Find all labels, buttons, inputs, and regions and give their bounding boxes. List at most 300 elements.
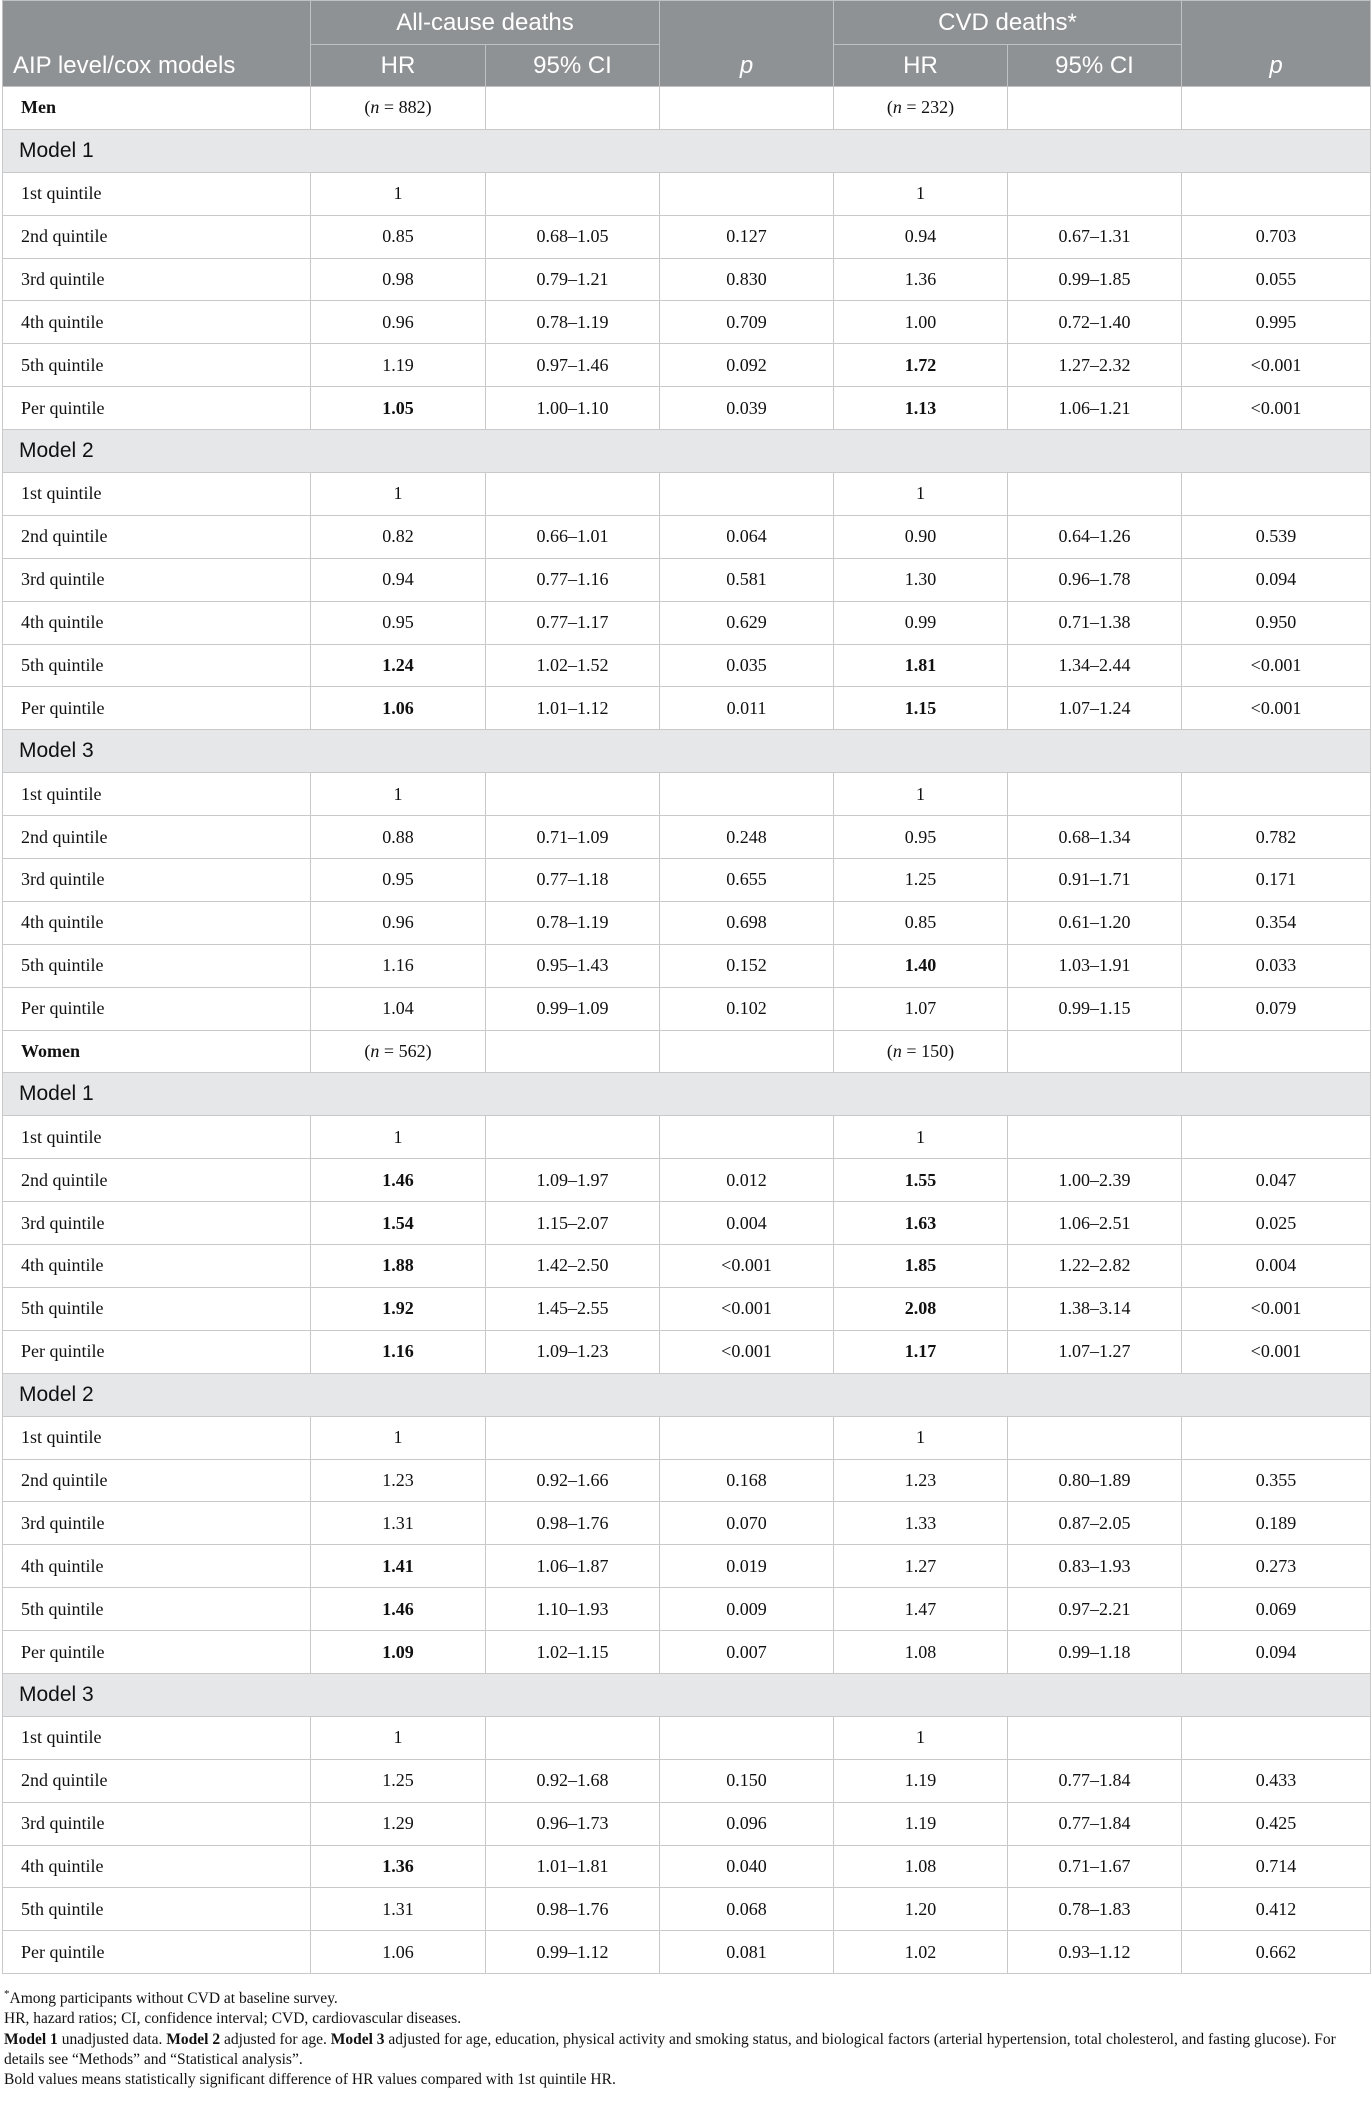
cell-ci1: 0.78–1.19 [486,301,660,344]
ci-header-1: 95% CI [486,45,660,87]
cell-p1: 0.092 [660,344,834,387]
cell-hr2: 1.00 [834,301,1008,344]
cell-ci1: 1.01–1.12 [486,687,660,730]
cell-ci1 [486,1116,660,1159]
cell-p1 [660,1116,834,1159]
cell-hr2: 1 [834,1416,1008,1459]
footnote-models: Model 1 unadjusted data. Model 2 adjusted for age. Model 3 adjusted for age, education, physical activity and smoking status, and biological factors (arterial hypertension, total cholesterol, and fasting glucose). For details see “Methods” and “Statistical analysis”. [4,2030,1336,2068]
cell-hr1: 1.54 [311,1202,486,1245]
cell-label: 2nd quintile [3,1159,311,1202]
cell-hr1: 1.16 [311,1330,486,1373]
cell-label: 3rd quintile [3,558,311,601]
cell-hr1: 1 [311,1716,486,1759]
table-row [3,1588,1371,1631]
cell-ci2: 1.07–1.27 [1008,1330,1182,1373]
cell-label: 1st quintile [3,1716,311,1759]
cell-hr2: 1.55 [834,1159,1008,1202]
cell-p1 [660,473,834,516]
cell-p1: 0.081 [660,1931,834,1974]
cell-p1: 0.070 [660,1502,834,1545]
cell-ci1 [486,773,660,816]
table-row [3,258,1371,301]
row-label-header: AIP level/cox models [3,1,311,87]
cell-p2 [1182,172,1371,215]
model-row [3,430,1371,473]
cell-hr1: 1 [311,473,486,516]
cell-label: 1st quintile [3,473,311,516]
cell-hr2: 1.23 [834,1459,1008,1502]
cell-ci2 [1008,172,1182,215]
table-row [3,344,1371,387]
cell-label: Per quintile [3,1330,311,1373]
cell-hr2: 1 [834,1716,1008,1759]
cell-ci2: 0.83–1.93 [1008,1545,1182,1588]
cell-ci2 [1008,1116,1182,1159]
table-row [3,687,1371,730]
cell-p2: 0.047 [1182,1159,1371,1202]
cell-ci2: 1.06–2.51 [1008,1202,1182,1245]
table-row [3,215,1371,258]
cell-hr1: 0.85 [311,215,486,258]
model-row [3,1373,1371,1416]
cell-p2: 0.539 [1182,515,1371,558]
cell-hr2: 0.95 [834,816,1008,859]
cell-p1: 0.629 [660,601,834,644]
table-row [3,1631,1371,1674]
table-row [3,773,1371,816]
cell-ci1: 0.68–1.05 [486,215,660,258]
cell-hr1: 1.88 [311,1245,486,1288]
cell-ci2 [1008,773,1182,816]
cell-p2: 0.433 [1182,1759,1371,1802]
footnote-abbrev: HR, hazard ratios; CI, confidence interval; CVD, cardiovascular diseases. [4,2010,462,2028]
cell-hr2: 1.25 [834,859,1008,902]
cell-ci1: 1.09–1.97 [486,1159,660,1202]
cell-ci2: 0.68–1.34 [1008,816,1182,859]
cell-hr2: 1 [834,473,1008,516]
cell-ci2: 0.87–2.05 [1008,1502,1182,1545]
cell-p2: 0.412 [1182,1888,1371,1931]
cell-ci1: 0.98–1.76 [486,1888,660,1931]
cell-p1: <0.001 [660,1330,834,1373]
cell-label: Per quintile [3,1631,311,1674]
cell-label: 3rd quintile [3,859,311,902]
cell-p2: <0.001 [1182,1330,1371,1373]
cell-hr2: 1.30 [834,558,1008,601]
cell-ci1: 0.97–1.46 [486,344,660,387]
cell-p2: 0.094 [1182,558,1371,601]
hr-header-1: HR [311,45,486,87]
model-label: Model 1 [3,129,1371,172]
cell-p2: 0.355 [1182,1459,1371,1502]
table-row [3,301,1371,344]
cell-ci2: 1.34–2.44 [1008,644,1182,687]
cell-ci1: 0.66–1.01 [486,515,660,558]
group-row [3,1030,1371,1073]
cell-hr1: 1.06 [311,687,486,730]
cell-label: 4th quintile [3,901,311,944]
cell-hr2: 1.33 [834,1502,1008,1545]
cell-p2: 0.069 [1182,1588,1371,1631]
table-row [3,816,1371,859]
cell-ci1: 1.09–1.23 [486,1330,660,1373]
table-row [3,1716,1371,1759]
cell-p2: <0.001 [1182,687,1371,730]
cell-hr2: 1.85 [834,1245,1008,1288]
table-row [3,1845,1371,1888]
cell-hr1: 1.25 [311,1759,486,1802]
cell-p2: 0.025 [1182,1202,1371,1245]
cell-hr2: 1.13 [834,387,1008,430]
cell-p2 [1182,1716,1371,1759]
cell-p1: 0.040 [660,1845,834,1888]
cell-label: Per quintile [3,987,311,1030]
cell-ci1: 1.02–1.52 [486,644,660,687]
cell-ci2: 0.93–1.12 [1008,1931,1182,1974]
cell-label: Men [3,87,311,130]
cell-hr1: 1.29 [311,1802,486,1845]
cell-label: 5th quintile [3,344,311,387]
cell-hr2: 1.02 [834,1931,1008,1974]
table-row [3,644,1371,687]
table-row [3,1888,1371,1931]
cell-ci2: 0.77–1.84 [1008,1759,1182,1802]
cell-ci2: 0.71–1.38 [1008,601,1182,644]
cell-ci2: 0.99–1.18 [1008,1631,1182,1674]
cell-ci2: 0.97–2.21 [1008,1588,1182,1631]
cell-label: Women [3,1030,311,1073]
cell-ci2: 0.72–1.40 [1008,301,1182,344]
cell-hr2: 1.19 [834,1759,1008,1802]
cell-p1: 0.152 [660,944,834,987]
table-row [3,1202,1371,1245]
cell-ci1: 0.77–1.18 [486,859,660,902]
cell-hr1: 1 [311,172,486,215]
model-label: Model 2 [3,1373,1371,1416]
cell-hr1: 1.06 [311,1931,486,1974]
cell-p2: 0.782 [1182,816,1371,859]
cell-hr1: 1.24 [311,644,486,687]
model-label: Model 3 [3,730,1371,773]
ci-header-2: 95% CI [1008,45,1182,87]
table-row [3,1459,1371,1502]
cell-hr2: 0.90 [834,515,1008,558]
table-row [3,515,1371,558]
table-row [3,1116,1371,1159]
table-row [3,944,1371,987]
cell-label: 3rd quintile [3,1202,311,1245]
cell-hr1: 0.94 [311,558,486,601]
table-footnotes [2,1984,1370,2090]
cell-p2 [1182,773,1371,816]
cell-ci1: 0.99–1.09 [486,987,660,1030]
table-row [3,1802,1371,1845]
cell-hr1: 1 [311,773,486,816]
cell-hr2: 1.08 [834,1845,1008,1888]
cell-p1: 0.068 [660,1888,834,1931]
cell-ci1: 0.98–1.76 [486,1502,660,1545]
cell-label: 4th quintile [3,1545,311,1588]
table-row [3,172,1371,215]
cell-label: Per quintile [3,687,311,730]
cell-ci1: 0.71–1.09 [486,816,660,859]
cell-hr1: 1.46 [311,1159,486,1202]
cell-hr2: 1.20 [834,1888,1008,1931]
cell-p2: 0.033 [1182,944,1371,987]
cell-n1: (n = 562) [311,1030,486,1073]
table-row [3,1245,1371,1288]
cell-ci1: 1.42–2.50 [486,1245,660,1288]
cell-p2: 0.662 [1182,1931,1371,1974]
model-label: Model 3 [3,1673,1371,1716]
cell-label: 1st quintile [3,1116,311,1159]
cell-label: 4th quintile [3,1845,311,1888]
cell-ci2: 0.78–1.83 [1008,1888,1182,1931]
cell-p2: 0.950 [1182,601,1371,644]
cell-label: 2nd quintile [3,1759,311,1802]
cell-ci1: 1.10–1.93 [486,1588,660,1631]
cell-ci1: 0.96–1.73 [486,1802,660,1845]
cell-p2: 0.995 [1182,301,1371,344]
cell-p1: 0.127 [660,215,834,258]
table-body [3,87,1371,1974]
cell-hr1: 1.41 [311,1545,486,1588]
cell-p2: 0.055 [1182,258,1371,301]
cell-hr1: 1 [311,1116,486,1159]
cell-p2: 0.079 [1182,987,1371,1030]
cell-hr2: 1.07 [834,987,1008,1030]
cell-hr2: 1.63 [834,1202,1008,1245]
model-label: Model 1 [3,1073,1371,1116]
cell-p1: 0.248 [660,816,834,859]
table-row [3,387,1371,430]
footnote-bold: Bold values means statistically significant difference of HR values compared with 1st quintile HR. [4,2070,616,2088]
cell-p2: <0.001 [1182,644,1371,687]
cell-hr2: 1.15 [834,687,1008,730]
cell-label: 3rd quintile [3,258,311,301]
cell-p2: 0.171 [1182,859,1371,902]
cell-hr1: 0.96 [311,301,486,344]
cell-label: Per quintile [3,1931,311,1974]
cell-hr1: 1.09 [311,1631,486,1674]
cell-ci1: 0.92–1.66 [486,1459,660,1502]
cell-label: 1st quintile [3,773,311,816]
table-row [3,987,1371,1030]
table-row [3,1545,1371,1588]
cell-p1: 0.150 [660,1759,834,1802]
cell-ci1: 0.79–1.21 [486,258,660,301]
cell-ci2: 0.67–1.31 [1008,215,1182,258]
cell-hr1: 0.88 [311,816,486,859]
cell-hr2: 1.19 [834,1802,1008,1845]
cell-ci1: 0.95–1.43 [486,944,660,987]
cell-hr2: 0.99 [834,601,1008,644]
table-row [3,1759,1371,1802]
cell-ci1: 0.77–1.17 [486,601,660,644]
cell-ci2: 0.96–1.78 [1008,558,1182,601]
cell-label: 4th quintile [3,1245,311,1288]
cell-hr2: 1 [834,773,1008,816]
cell-p2 [1182,1416,1371,1459]
table-row [3,1330,1371,1373]
cell-p1: 0.096 [660,1802,834,1845]
cell-ci1 [486,473,660,516]
cell-label: 1st quintile [3,1416,311,1459]
cell-p1 [660,1416,834,1459]
model-row [3,1673,1371,1716]
cell-label: 5th quintile [3,644,311,687]
cell-p1: 0.709 [660,301,834,344]
cell-p2: <0.001 [1182,1287,1371,1330]
cell-p1: 0.698 [660,901,834,944]
cell-ci2: 1.00–2.39 [1008,1159,1182,1202]
cell-hr1: 1.19 [311,344,486,387]
cell-p1: 0.039 [660,387,834,430]
cell-ci1: 0.92–1.68 [486,1759,660,1802]
cvd-header: CVD deaths* [834,1,1182,45]
cell-label: 5th quintile [3,1588,311,1631]
cell-hr1: 0.82 [311,515,486,558]
cell-hr1: 0.98 [311,258,486,301]
model-label: Model 2 [3,430,1371,473]
cell-ci1: 1.01–1.81 [486,1845,660,1888]
cell-hr2: 1 [834,1116,1008,1159]
cell-p2: <0.001 [1182,344,1371,387]
cell-ci2: 1.07–1.24 [1008,687,1182,730]
cell-hr2: 1.72 [834,344,1008,387]
cell-hr2: 1.36 [834,258,1008,301]
cell-ci1: 1.06–1.87 [486,1545,660,1588]
cell-label: 5th quintile [3,1888,311,1931]
cell-p2: 0.273 [1182,1545,1371,1588]
cell-hr2: 1.17 [834,1330,1008,1373]
cell-p2: 0.004 [1182,1245,1371,1288]
table-row [3,558,1371,601]
cell-p2: <0.001 [1182,387,1371,430]
table-row [3,901,1371,944]
cell-ci1: 0.99–1.12 [486,1931,660,1974]
cell-hr2: 0.85 [834,901,1008,944]
cell-ci1: 1.15–2.07 [486,1202,660,1245]
table-row [3,1287,1371,1330]
model-row [3,129,1371,172]
footnote-star: *Among participants without CVD at baseline survey. [4,1988,338,2008]
cell-p1 [660,172,834,215]
cell-hr2: 1.47 [834,1588,1008,1631]
cell-ci2: 1.22–2.82 [1008,1245,1182,1288]
cell-p1: 0.009 [660,1588,834,1631]
cell-hr1: 1.31 [311,1502,486,1545]
cell-hr2: 1.27 [834,1545,1008,1588]
table-row [3,1502,1371,1545]
cell-p1: 0.011 [660,687,834,730]
cell-label: 5th quintile [3,944,311,987]
cell-ci1: 0.77–1.16 [486,558,660,601]
cell-label: 4th quintile [3,601,311,644]
cell-ci2: 0.91–1.71 [1008,859,1182,902]
cell-p2: 0.094 [1182,1631,1371,1674]
cell-hr1: 1.05 [311,387,486,430]
cell-label: 1st quintile [3,172,311,215]
table-row [3,601,1371,644]
cell-p1: 0.830 [660,258,834,301]
table-row [3,1159,1371,1202]
p-header-1: p [660,1,834,87]
cell-ci2: 1.27–2.32 [1008,344,1182,387]
cell-hr1: 0.96 [311,901,486,944]
group-row [3,87,1371,130]
cell-ci2: 1.38–3.14 [1008,1287,1182,1330]
cell-p2 [1182,1116,1371,1159]
cell-ci1: 1.00–1.10 [486,387,660,430]
cell-hr1: 1.23 [311,1459,486,1502]
cell-ci2: 0.80–1.89 [1008,1459,1182,1502]
cell-label: 5th quintile [3,1287,311,1330]
cell-ci1: 0.78–1.19 [486,901,660,944]
cell-ci2: 0.71–1.67 [1008,1845,1182,1888]
cell-ci2: 0.61–1.20 [1008,901,1182,944]
table-row [3,859,1371,902]
cell-label: 2nd quintile [3,1459,311,1502]
cell-hr1: 1.46 [311,1588,486,1631]
cell-p2: 0.189 [1182,1502,1371,1545]
all-cause-header: All-cause deaths [311,1,660,45]
cell-p1: 0.007 [660,1631,834,1674]
cell-label: 2nd quintile [3,215,311,258]
cell-p1: 0.655 [660,859,834,902]
p-header-2: p [1182,1,1371,87]
cell-p1: <0.001 [660,1245,834,1288]
cell-p2 [1182,473,1371,516]
table-row [3,473,1371,516]
cell-n2: (n = 232) [834,87,1008,130]
cell-hr2: 1.81 [834,644,1008,687]
cell-hr1: 0.95 [311,859,486,902]
cell-ci2: 0.99–1.85 [1008,258,1182,301]
hr-header-2: HR [834,45,1008,87]
cell-p2: 0.425 [1182,1802,1371,1845]
table-row [3,1931,1371,1974]
cell-p1: 0.019 [660,1545,834,1588]
model-row [3,1073,1371,1116]
cell-hr1: 0.95 [311,601,486,644]
cell-p1 [660,1716,834,1759]
cell-label: Per quintile [3,387,311,430]
cell-ci1 [486,1416,660,1459]
cell-hr1: 1.92 [311,1287,486,1330]
cell-p1 [660,773,834,816]
cell-ci2: 1.06–1.21 [1008,387,1182,430]
cell-hr2: 1.40 [834,944,1008,987]
cell-p2: 0.714 [1182,1845,1371,1888]
cell-hr1: 1 [311,1416,486,1459]
cell-hr2: 0.94 [834,215,1008,258]
cell-hr1: 1.04 [311,987,486,1030]
cell-ci2: 0.77–1.84 [1008,1802,1182,1845]
cell-ci1: 1.02–1.15 [486,1631,660,1674]
cell-ci1 [486,172,660,215]
cell-p1: 0.168 [660,1459,834,1502]
cell-p1: 0.102 [660,987,834,1030]
cell-hr2: 1 [834,172,1008,215]
cell-label: 4th quintile [3,301,311,344]
cell-label: 3rd quintile [3,1502,311,1545]
model-row [3,730,1371,773]
cell-ci1: 1.45–2.55 [486,1287,660,1330]
cell-ci2 [1008,473,1182,516]
cell-label: 3rd quintile [3,1802,311,1845]
cell-hr2: 1.08 [834,1631,1008,1674]
